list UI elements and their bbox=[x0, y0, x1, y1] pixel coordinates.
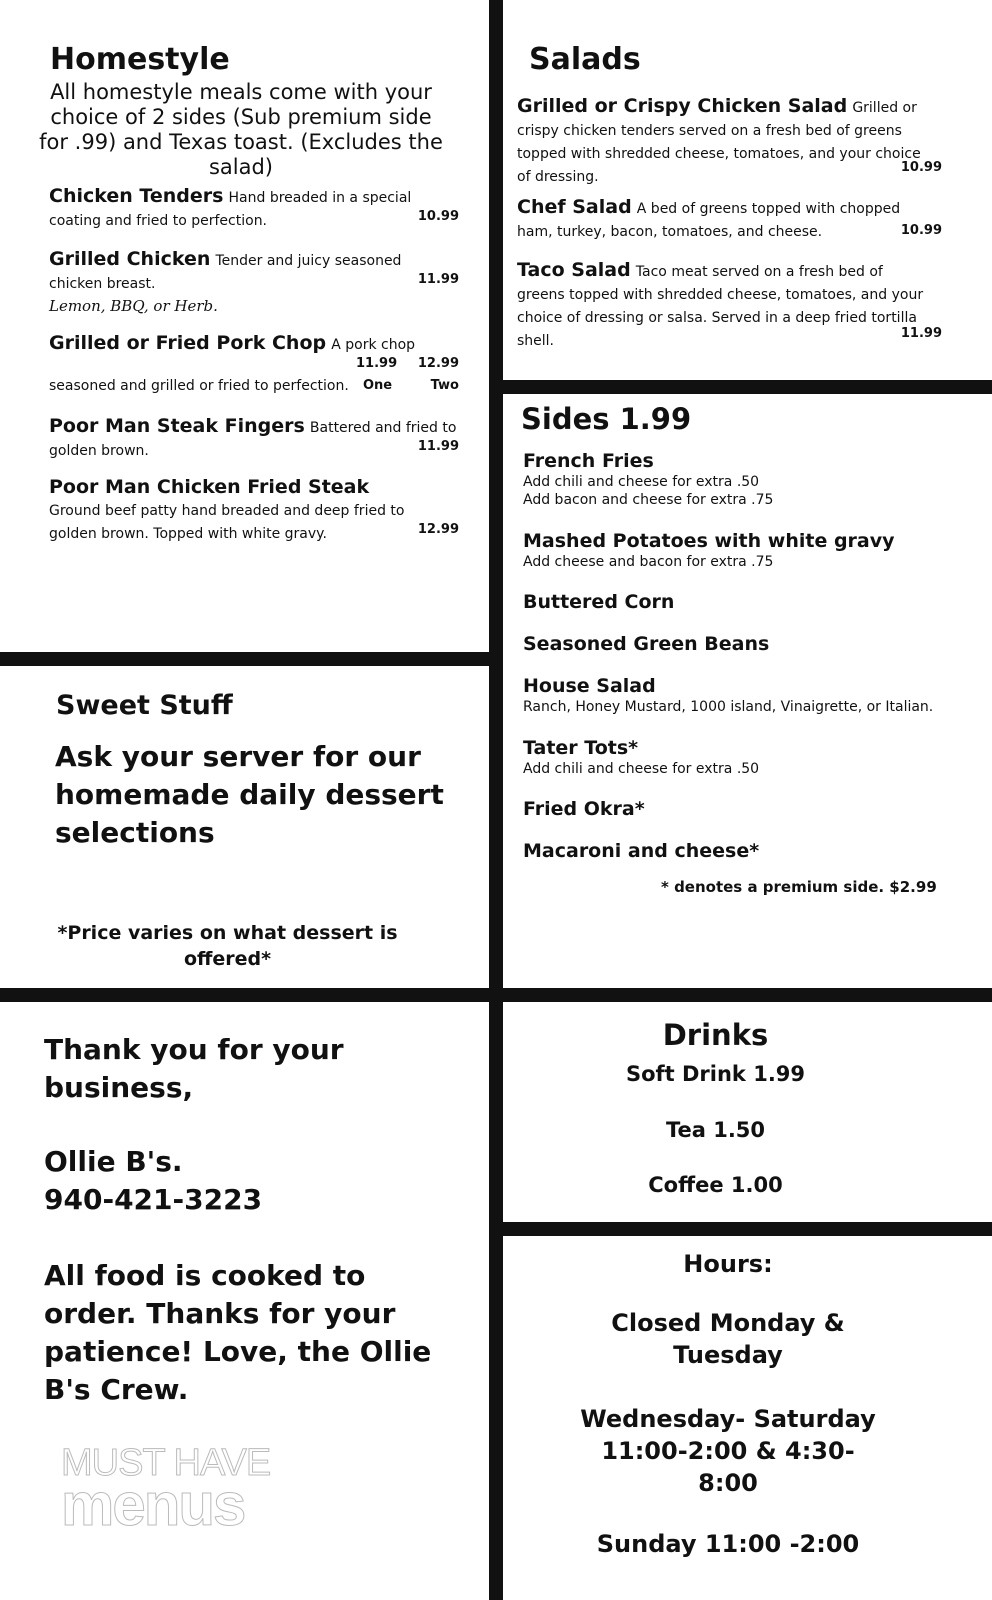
center-divider bbox=[489, 0, 503, 1600]
sides-panel bbox=[521, 400, 961, 985]
side-name: Mashed Potatoes with white gravy bbox=[523, 530, 895, 552]
salad-item bbox=[517, 96, 942, 188]
menu-item bbox=[49, 476, 459, 545]
item-name: Taco Salad bbox=[517, 259, 631, 281]
hours-weekdays-time: 11:00-2:00 & 4:30-8:00 bbox=[601, 1437, 855, 1497]
side-name: House Salad bbox=[523, 675, 656, 697]
phone-number: 940-421-3223 bbox=[44, 1183, 263, 1216]
side-note: Ranch, Honey Mustard, 1000 island, Vinaigrette, or Italian. bbox=[523, 699, 934, 715]
price-one: 11.99 bbox=[356, 356, 398, 371]
item-name: Grilled Chicken bbox=[49, 248, 211, 270]
salads-panel bbox=[517, 40, 942, 375]
side-item bbox=[523, 591, 674, 613]
left-divider-1 bbox=[0, 652, 489, 666]
item-name: Grilled or Fried Pork Chop bbox=[49, 332, 327, 354]
thanks-line: Thank you for your business, bbox=[44, 1033, 344, 1104]
side-note: Add chili and cheese for extra .50 bbox=[523, 474, 760, 490]
homestyle-panel bbox=[36, 40, 466, 640]
menu-item bbox=[49, 248, 459, 315]
right-divider-2 bbox=[503, 1222, 992, 1236]
item-desc: Hand breaded in a special coating and fried to perfection. bbox=[49, 190, 412, 229]
item-price: 11.99 bbox=[417, 272, 459, 287]
item-price: 11.99 bbox=[417, 439, 459, 454]
sweet-body: Ask your server for our homemade daily dessert selections bbox=[55, 740, 444, 849]
closing-message: All food is cooked to order. Thanks for your patience! Love, the Ollie B's Crew. bbox=[44, 1259, 432, 1406]
hours-closed: Closed Monday & Tuesday bbox=[611, 1309, 845, 1369]
hours-panel bbox=[503, 1245, 953, 1585]
sweet-panel bbox=[40, 680, 480, 980]
sides-footnote: * denotes a premium side. $2.99 bbox=[661, 878, 937, 896]
item-desc: A pork chop bbox=[331, 337, 416, 353]
hours-weekdays-label: Wednesday- Saturday bbox=[580, 1405, 876, 1433]
side-name: Seasoned Green Beans bbox=[523, 633, 770, 655]
side-note: Add bacon and cheese for extra .75 bbox=[523, 492, 774, 508]
hours-sunday: Sunday 11:00 -2:00 bbox=[596, 1530, 860, 1558]
item-note: Lemon, BBQ, or Herb. bbox=[49, 297, 218, 315]
sweet-title: Sweet Stuff bbox=[56, 690, 233, 721]
label-two: Two bbox=[430, 378, 459, 393]
item-desc: A bed of greens topped with chopped ham, turkey, bacon, tomatoes, and cheese. bbox=[517, 201, 901, 240]
homestyle-intro: All homestyle meals come with your choice of 2 sides (Sub premium side for .99) and Texas toast. (Excludes the salad) bbox=[39, 80, 443, 179]
sides-title: Sides 1.99 bbox=[521, 402, 692, 436]
watermark-line2: menus bbox=[61, 1471, 245, 1538]
side-name: Fried Okra* bbox=[523, 798, 645, 820]
thanks-panel bbox=[44, 1025, 484, 1545]
item-name: Poor Man Steak Fingers bbox=[49, 415, 305, 437]
drinks-panel bbox=[503, 1010, 928, 1220]
side-note: Add cheese and bacon for extra .75 bbox=[523, 554, 774, 570]
item-price: 10.99 bbox=[900, 160, 942, 175]
salad-item bbox=[517, 260, 942, 352]
item-name: Chef Salad bbox=[517, 196, 632, 218]
watermark-line1: MUST HAVE bbox=[61, 1442, 271, 1484]
item-desc: seasoned and grilled or fried to perfection. bbox=[49, 378, 349, 394]
sweet-note: *Price varies on what dessert is offered* bbox=[57, 922, 398, 970]
watermark-logo bbox=[61, 1442, 271, 1538]
item-desc: Ground beef patty hand breaded and deep fried to golden brown. Topped with white gravy. bbox=[49, 503, 405, 542]
full-divider bbox=[0, 988, 992, 1002]
menu-item bbox=[49, 415, 459, 462]
item-name: Grilled or Crispy Chicken Salad bbox=[517, 95, 848, 117]
item-name: Poor Man Chicken Fried Steak bbox=[49, 476, 370, 498]
side-item bbox=[523, 675, 933, 715]
drink-item: Soft Drink 1.99 bbox=[625, 1062, 806, 1086]
item-desc: Tender and juicy seasoned chicken breast. bbox=[49, 253, 402, 292]
salad-item bbox=[517, 197, 942, 243]
item-desc: Taco meat served on a fresh bed of greens topped with shredded cheese, tomatoes, and your choice of dressing or salsa. Served in a deep fried tortilla shell. bbox=[517, 264, 924, 349]
hours-title: Hours: bbox=[683, 1250, 773, 1278]
right-divider-1 bbox=[503, 380, 992, 394]
item-name: Chicken Tenders bbox=[49, 185, 224, 207]
drinks-title: Drinks bbox=[662, 1018, 769, 1052]
label-one: One bbox=[363, 378, 393, 393]
price-two: 12.99 bbox=[417, 356, 459, 371]
side-item bbox=[523, 633, 769, 655]
side-name: Macaroni and cheese* bbox=[523, 840, 760, 862]
side-name: Buttered Corn bbox=[523, 591, 675, 613]
salads-title: Salads bbox=[529, 42, 641, 77]
item-price: 10.99 bbox=[417, 209, 459, 224]
drink-item: Coffee 1.00 bbox=[648, 1173, 783, 1197]
side-item bbox=[523, 530, 895, 570]
business-name: Ollie B's. bbox=[44, 1145, 183, 1178]
homestyle-title: Homestyle bbox=[50, 42, 230, 77]
item-desc: Grilled or crispy chicken tenders served on a fresh bed of greens topped with shredded cheese, tomatoes, and your choice of dressing. bbox=[517, 100, 921, 185]
item-price: 11.99 bbox=[900, 326, 942, 341]
menu-item bbox=[49, 185, 459, 232]
side-item bbox=[523, 840, 759, 862]
item-price: 12.99 bbox=[417, 522, 459, 537]
item-desc: Battered and fried to golden brown. bbox=[49, 420, 457, 459]
side-name: Tater Tots* bbox=[523, 737, 639, 759]
side-item bbox=[523, 450, 773, 508]
side-note: Add chili and cheese for extra .50 bbox=[523, 761, 760, 777]
drink-item: Tea 1.50 bbox=[665, 1118, 766, 1142]
side-name: French Fries bbox=[523, 450, 654, 472]
item-price: 10.99 bbox=[900, 223, 942, 238]
menu-item bbox=[49, 332, 459, 398]
side-item bbox=[523, 737, 759, 777]
side-item bbox=[523, 798, 645, 820]
